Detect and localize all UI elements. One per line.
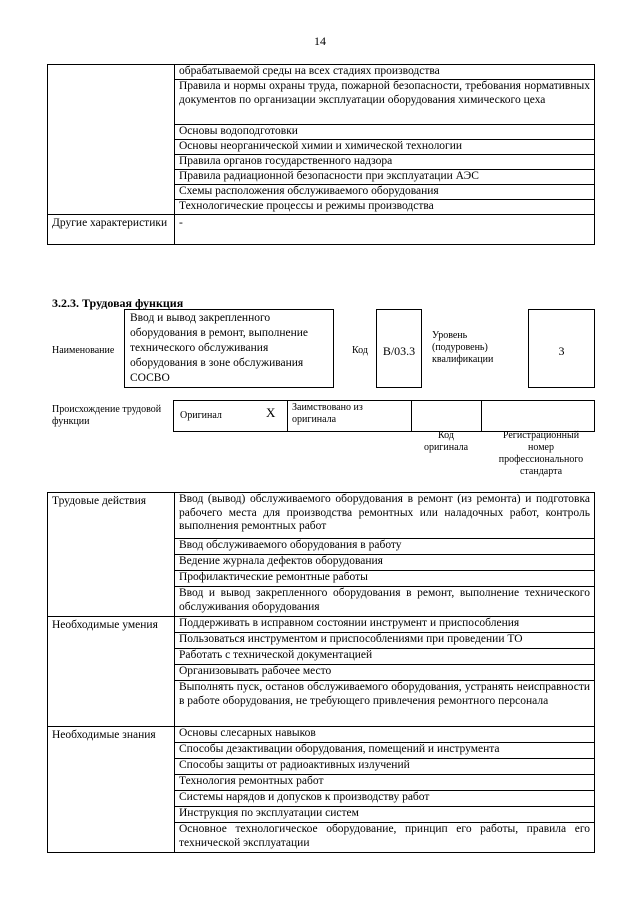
- table-row: Инструкция по эксплуатации систем: [175, 807, 595, 823]
- code-label: Код: [352, 345, 368, 356]
- table-row: Выполнять пуск, останов обслуживаемого оборудования, устранять неисправности в работе оборудования, не требующего привлечения ремонтного персонала: [175, 681, 595, 727]
- origin-divider: [411, 400, 412, 432]
- table-row: Ввод (вывод) обслуживаемого оборудования в ремонт (из ремонта) и подготовка рабочего места для производства ремонтных или наладочных работ, контроль выполнения ремонтных работ: [175, 493, 595, 539]
- table-row: Пользоваться инструментом и приспособлениями при проведении ТО: [175, 633, 595, 649]
- original-mark: X: [266, 405, 276, 420]
- table-row: Работать с технической документацией: [175, 649, 595, 665]
- table-row: Профилактические ремонтные работы: [175, 571, 595, 587]
- table-row: Правила органов государственного надзора: [175, 155, 595, 170]
- function-name-value: Ввод и вывод закрепленного оборудования в ремонт, выполнение технического обслуживания оборудования в зоне обслуживания СОСВО: [130, 312, 309, 384]
- section-title: 3.2.3. Трудовая функция: [52, 296, 184, 310]
- table-row: Системы нарядов и допусков к производству работ: [175, 791, 595, 807]
- other-characteristics-value: -: [175, 215, 595, 245]
- origin-label: Происхождение трудовой функции: [52, 404, 162, 427]
- table-row: Основы неорганической химии и химической технологии: [175, 140, 595, 155]
- table-row: Правила радиационной безопасности при эксплуатации АЭС: [175, 170, 595, 185]
- other-characteristics-label: Другие характеристики: [48, 215, 175, 245]
- table-row: Основное технологическое оборудование, принцип его работы, правила его технической эксплуатации: [175, 823, 595, 853]
- origin-divider: [481, 400, 482, 432]
- table-row: Технологические процессы и режимы производства: [175, 200, 595, 215]
- table-row: Способы дезактивации оборудования, помещений и инструмента: [175, 743, 595, 759]
- table-row: Основы слесарных навыков: [175, 727, 595, 743]
- group-label: Трудовые действия: [48, 493, 175, 617]
- table-row: Поддерживать в исправном состоянии инструмент и приспособления: [175, 617, 595, 633]
- qualification-level-box: [528, 309, 595, 388]
- page-number: 14: [314, 34, 326, 48]
- code-value: В/03.3: [382, 344, 416, 358]
- code-of-original-caption: Код оригинала: [423, 430, 469, 453]
- table-row: Ввод и вывод закрепленного оборудования в ремонт, выполнение технического обслуживания оборудования: [175, 587, 595, 617]
- table-row: Способы защиты от радиоактивных излучений: [175, 759, 595, 775]
- original-option: Оригинал: [180, 410, 222, 421]
- group-label: Необходимые знания: [48, 727, 175, 853]
- qualification-level-label: Уровень (подуровень) квалификации: [432, 330, 494, 365]
- qualification-level-value: 3: [558, 344, 565, 358]
- table-row: Технология ремонтных работ: [175, 775, 595, 791]
- origin-divider: [287, 400, 288, 432]
- knowledge-continuation-table: [47, 64, 595, 245]
- registration-number-caption: Регистрационный номер профессионального стандарта: [498, 430, 584, 477]
- table-row: обрабатываемой среды на всех стадиях производства: [175, 65, 595, 80]
- function-name-box: [124, 309, 334, 388]
- group-label: Необходимые умения: [48, 617, 175, 727]
- table-row: Ввод обслуживаемого оборудования в работу: [175, 539, 595, 555]
- table-row: Схемы расположения обслуживаемого оборудования: [175, 185, 595, 200]
- labour-function-table: [47, 492, 595, 853]
- table-row: Ведение журнала дефектов оборудования: [175, 555, 595, 571]
- empty-label-cell: [48, 65, 175, 215]
- table-row: Основы водоподготовки: [175, 125, 595, 140]
- name-label: Наименование: [52, 345, 115, 356]
- table-row: Организовывать рабочее место: [175, 665, 595, 681]
- table-row: Правила и нормы охраны труда, пожарной безопасности, требования нормативных документов по организации эксплуатации оборудования химического цеха: [175, 80, 595, 125]
- code-box: [376, 309, 422, 388]
- borrowed-option: Заимствовано из оригинала: [292, 402, 363, 425]
